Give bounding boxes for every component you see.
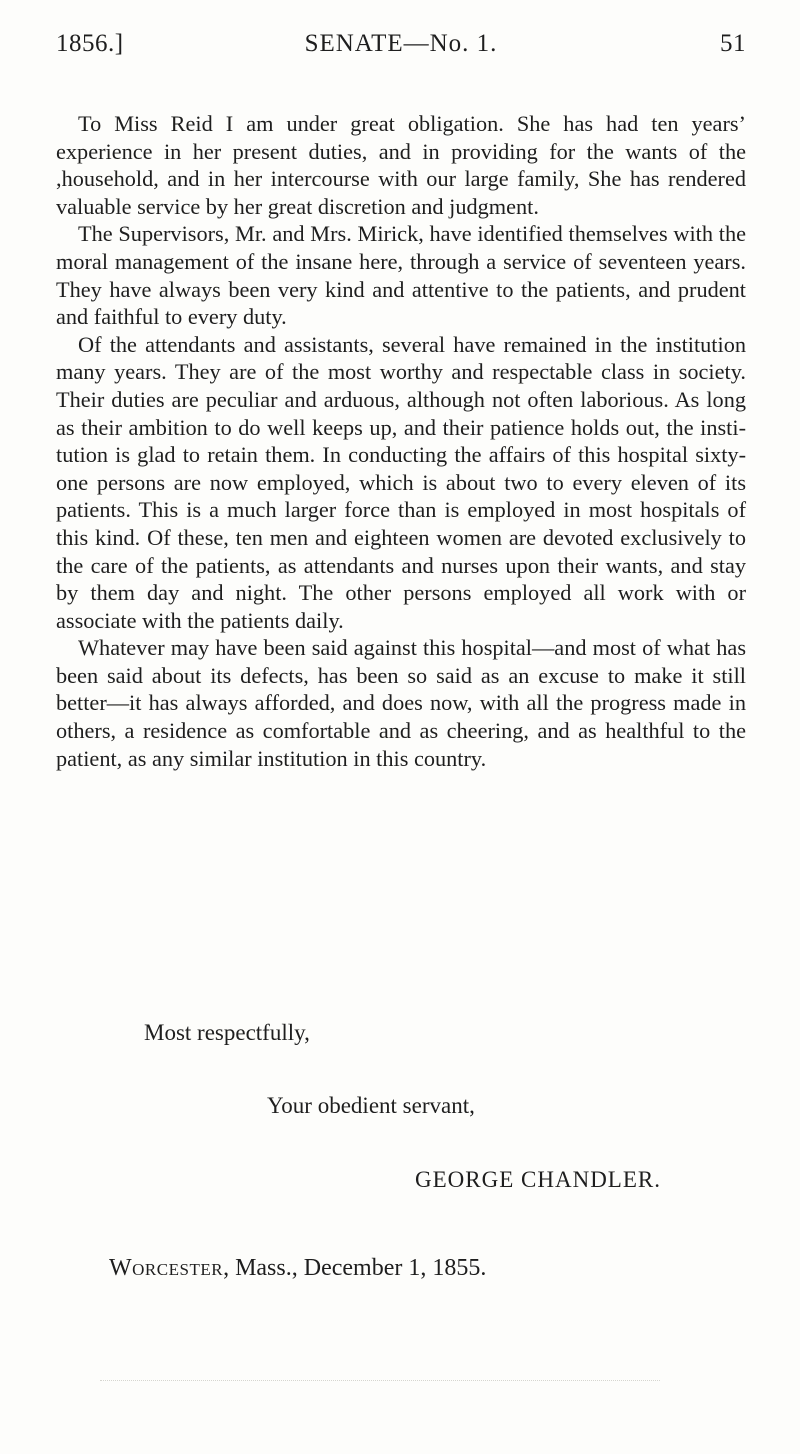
- header-title: SENATE—No. 1.: [304, 30, 498, 57]
- paragraph-hospital-defense: Whatever may have been said against this hospital—and most of what has been said about its defects, has been so said as an excuse to make it still better—it has always afforded, and does now, with all the progress made in others, a residence as comfortable and as cheering, and as healthful to the patient, as any similar institution in this country.: [56, 635, 746, 771]
- paragraph-supervisors: The Supervisors, Mr. and Mrs. Mirick, have identified themselves with the moral management of the insane here, through a service of seventeen years. They have always been very kind and attentive to the patients, and prudent and faithful to every duty.: [56, 221, 746, 330]
- page-header: [56, 30, 746, 70]
- closing-salutation: Most respectfully,: [144, 1020, 310, 1045]
- dateline-date: , Mass., December 1, 1855.: [223, 1255, 487, 1281]
- dateline: [109, 1255, 486, 1282]
- paragraph-attendants: Of the attendants and assistants, several have remained in the institution many years. They are of the most worthy and respectable class in society. Their duties are peculiar and arduous, although not often laborious. As long as their ambition to do well keeps up, and their patience holds out, the institution is glad to retain them. In conducting the affairs of this hospital sixty-one persons are now employed, which is about two to every eleven of its patients. This is a much larger force than is employed in most hospitals of this kind. Of these, ten men and eighteen women are devoted exclusively to the care of the patients, as attendants and nurses upon their wants, and stay by them day and night. The other persons employed all work with or associate with the patients daily.: [56, 331, 746, 633]
- header-year: 1856.]: [56, 30, 124, 57]
- paragraph-miss-reid: To Miss Reid I am under great obligation. She has had ten years’ experience in her present duties, and in providing for the wants of the ,household, and in her intercourse with our large family, She has rendered valuable service by her great discretion and judgment.: [56, 111, 746, 219]
- closing-servant: Your obedient servant,: [267, 1093, 475, 1118]
- page-number: 51: [720, 30, 746, 57]
- page-speckle: [100, 1380, 660, 1381]
- body-text: [56, 110, 746, 772]
- signature: GEORGE CHANDLER.: [415, 1167, 661, 1192]
- dateline-place: Worcester: [109, 1255, 224, 1281]
